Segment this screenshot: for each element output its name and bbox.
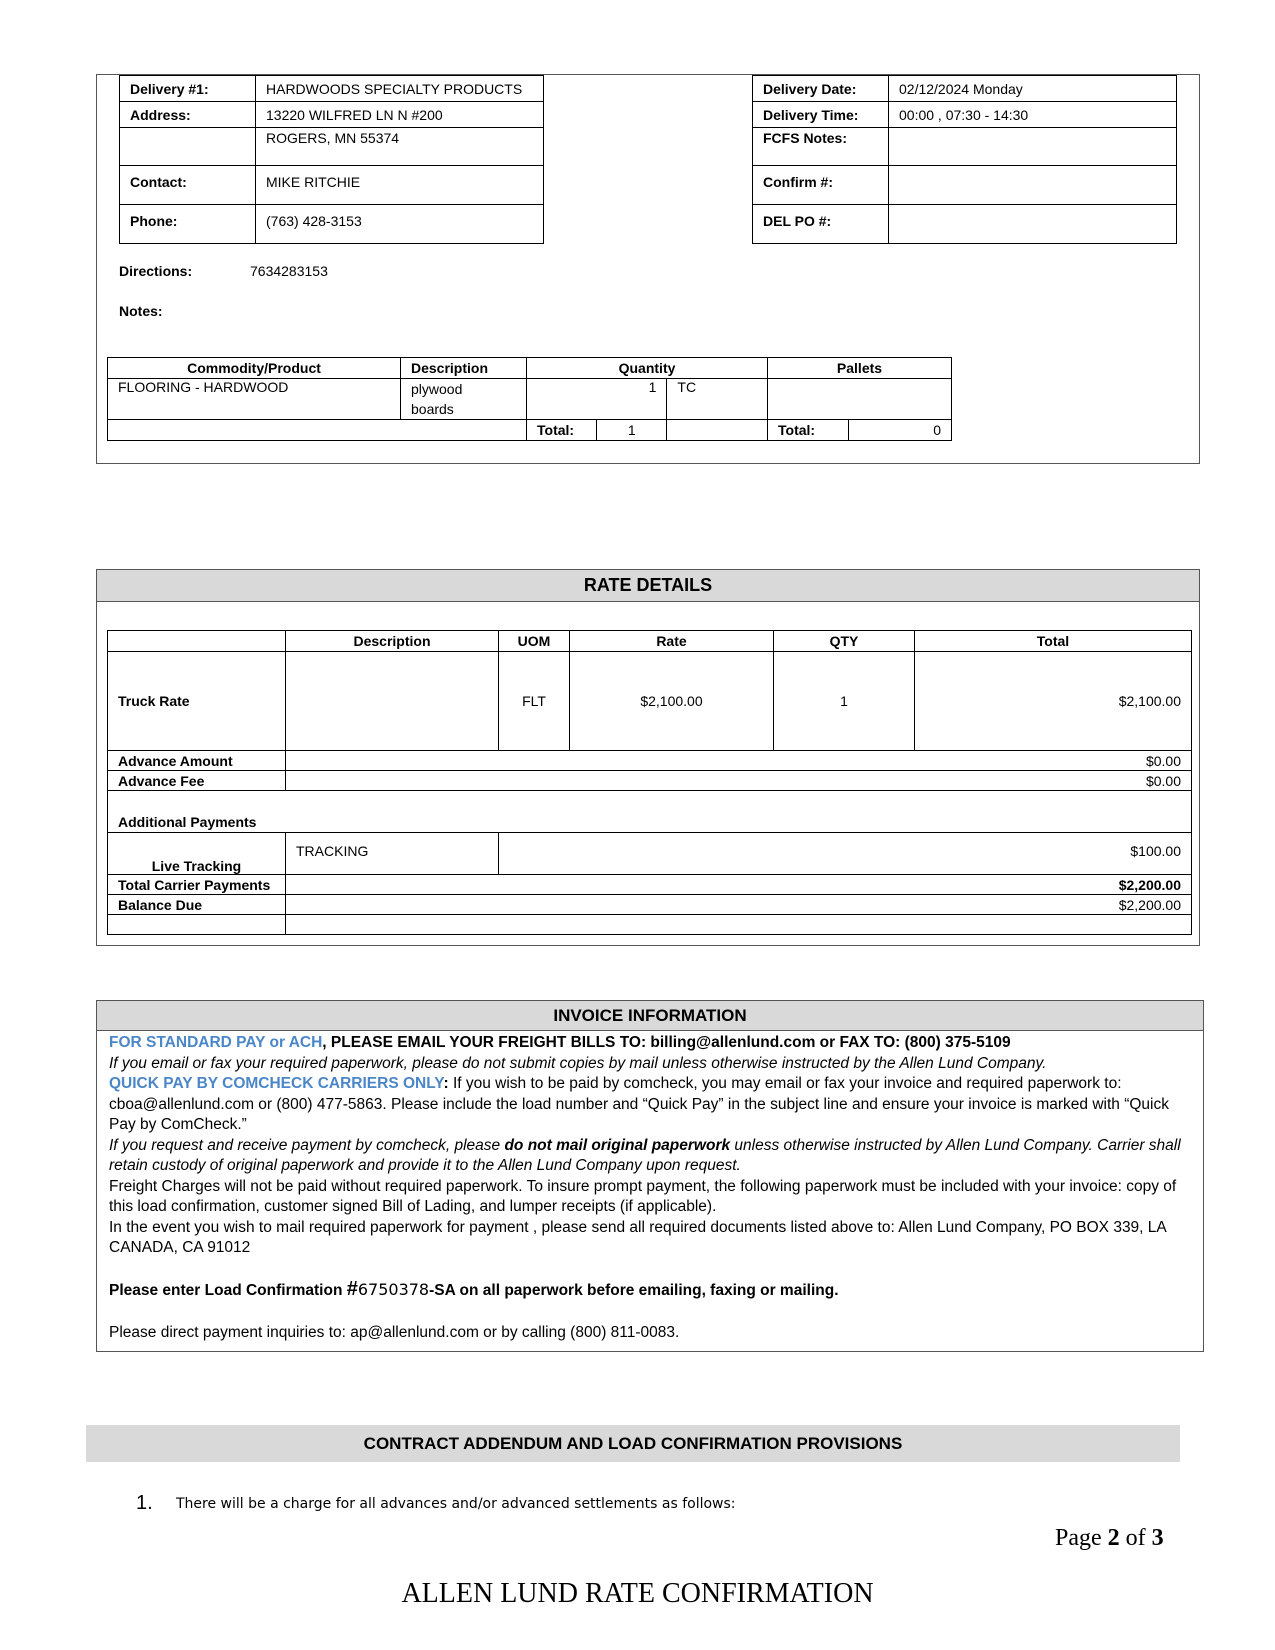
table-row bbox=[108, 833, 1192, 875]
product-cell: FLOORING - HARDWOOD bbox=[108, 379, 401, 420]
address-line2: ROGERS, MN 55374 bbox=[256, 128, 544, 166]
table-row bbox=[108, 915, 1192, 935]
total-carrier-value: $2,200.00 bbox=[286, 875, 1192, 895]
load-confirmation-number: 6750378 bbox=[357, 1279, 430, 1299]
spacer bbox=[109, 1259, 1194, 1279]
quick-pay-heading: QUICK PAY BY COMCHECK CARRIERS ONLY bbox=[109, 1075, 444, 1092]
invoice-section bbox=[96, 1000, 1204, 1352]
description-line1: plywood bbox=[411, 381, 463, 397]
balance-due-label: Balance Due bbox=[108, 895, 286, 915]
delivery-time-value: 00:00 , 07:30 - 14:30 bbox=[889, 102, 1177, 128]
table-row bbox=[108, 420, 952, 441]
truck-rate-qty: 1 bbox=[774, 652, 915, 751]
additional-payments-label: Additional Payments bbox=[108, 791, 1192, 833]
empty-cell bbox=[108, 915, 286, 935]
quick-pay-paragraph bbox=[109, 1074, 1194, 1136]
pallets-cell bbox=[768, 379, 952, 420]
quantity-total-label: Total: bbox=[527, 420, 597, 441]
del-po-value bbox=[889, 205, 1177, 244]
delivery-schedule-table bbox=[752, 75, 1177, 244]
freight-charges-paragraph: Freight Charges will not be paid without required paperwork. To insure prompt payment, the following paperwork must be included with your invoice: copy of this load confirmation, customer signed Bill of Lading, and lumper receipts (if applicable). bbox=[109, 1177, 1177, 1215]
pallets-total-label: Total: bbox=[768, 420, 849, 441]
total-empty-cell bbox=[667, 420, 768, 441]
page-total: 3 bbox=[1151, 1525, 1164, 1551]
contact-label: Contact: bbox=[120, 166, 256, 205]
spacer bbox=[109, 1301, 1194, 1323]
del-po-label: DEL PO #: bbox=[753, 205, 889, 244]
confirm-label: Confirm #: bbox=[753, 166, 889, 205]
pallets-total-value: 0 bbox=[849, 420, 952, 441]
load-confirmation-hash: # bbox=[346, 1277, 358, 1300]
provision-number: 1. bbox=[136, 1492, 153, 1514]
advance-fee-label: Advance Fee bbox=[108, 771, 286, 791]
comcheck-paragraph bbox=[109, 1136, 1194, 1177]
comcheck-text-bold: do not mail original paperwork bbox=[504, 1136, 731, 1154]
rate-description-header: Description bbox=[286, 631, 499, 652]
page-number bbox=[1055, 1525, 1164, 1552]
delivery-section bbox=[96, 74, 1200, 464]
live-tracking-label: Live Tracking bbox=[108, 833, 286, 875]
delivery-time-label: Delivery Time: bbox=[753, 102, 889, 128]
rate-qty-header: QTY bbox=[774, 631, 915, 652]
rate-details-section bbox=[96, 569, 1200, 946]
rate-details-title: RATE DETAILS bbox=[97, 570, 1199, 602]
standard-pay-instructions: , PLEASE EMAIL YOUR FREIGHT BILLS TO: billing@allenlund.com or FAX TO: (800) 375-5109 bbox=[322, 1034, 1011, 1051]
delivery-date-label: Delivery Date: bbox=[753, 76, 889, 102]
invoice-body bbox=[109, 1033, 1194, 1344]
truck-rate-description bbox=[286, 652, 499, 751]
balance-due-value: $2,200.00 bbox=[286, 895, 1192, 915]
fcfs-notes-label: FCFS Notes: bbox=[753, 128, 889, 166]
truck-rate-label: Truck Rate bbox=[108, 652, 286, 751]
empty-cell bbox=[286, 915, 1192, 935]
footer-title: ALLEN LUND RATE CONFIRMATION bbox=[401, 1578, 874, 1609]
table-row bbox=[108, 652, 1192, 751]
delivery-label: Delivery #1: bbox=[120, 76, 256, 102]
rate-table bbox=[107, 630, 1192, 935]
invoice-title: INVOICE INFORMATION bbox=[97, 1001, 1203, 1031]
provision-text: There will be a charge for all advances and/or advanced settlements as follows: bbox=[176, 1496, 736, 1512]
table-row bbox=[108, 771, 1192, 791]
advance-amount-value: $0.00 bbox=[286, 751, 1192, 771]
comcheck-text-a: If you request and receive payment by comcheck, please bbox=[109, 1136, 505, 1154]
table-row bbox=[108, 379, 952, 420]
quantity-header: Quantity bbox=[527, 358, 768, 379]
directions-value: 7634283153 bbox=[250, 263, 328, 279]
quick-pay-colon: : bbox=[443, 1075, 449, 1092]
page-current: 2 bbox=[1107, 1525, 1120, 1551]
delivery-value: HARDWOODS SPECIALTY PRODUCTS bbox=[256, 76, 544, 102]
load-confirmation-line bbox=[109, 1279, 1194, 1302]
quantity-cell: 1 bbox=[527, 379, 667, 420]
notes-label: Notes: bbox=[119, 303, 163, 319]
payment-inquiries-line: Please direct payment inquiries to: ap@allenlund.com or by calling (800) 811-0083. bbox=[109, 1324, 680, 1341]
mail-address-paragraph: In the event you wish to mail required paperwork for payment , please send all required documents listed above to: Allen Lund Company, PO BOX 339, LA CANADA, CA 91012 bbox=[109, 1218, 1166, 1256]
comcheck-text-c: unless otherwise instructed by Allen Lund Company. Carrier shall retain custody of original paperwork and provide it to the Allen Lund Company upon request. bbox=[109, 1136, 1181, 1174]
address-label: Address: bbox=[120, 102, 256, 128]
fcfs-notes-value bbox=[889, 128, 1177, 166]
advance-fee-value: $0.00 bbox=[286, 771, 1192, 791]
address-line1: 13220 WILFRED LN N #200 bbox=[256, 102, 544, 128]
mail-copies-note: If you email or fax your required paperwork, please do not submit copies by mail unless otherwise instructed by the Allen Lund Company. bbox=[109, 1054, 1047, 1072]
commodity-header: Commodity/Product bbox=[108, 358, 401, 379]
unit-cell: TC bbox=[667, 379, 768, 420]
address-label-empty bbox=[120, 128, 256, 166]
product-description-cell bbox=[401, 379, 527, 420]
table-row bbox=[108, 791, 1192, 833]
quick-pay-instructions: If you wish to be paid by comcheck, you may email or fax your invoice and required paperwork to: cboa@allenlund.com or (800) 477-5863. Please include the load number and “Quick Pay” in the subject line and ensure your invoice is marked with “Quick Pay by ComCheck.” bbox=[109, 1075, 1169, 1133]
contact-value: MIKE RITCHIE bbox=[256, 166, 544, 205]
phone-value: (763) 428-3153 bbox=[256, 205, 544, 244]
standard-pay-line bbox=[109, 1033, 1194, 1054]
addendum-title: CONTRACT ADDENDUM AND LOAD CONFIRMATION PROVISIONS bbox=[86, 1425, 1180, 1462]
load-confirmation-text-b: -SA on all paperwork before emailing, faxing or mailing. bbox=[429, 1281, 839, 1299]
page-of: of bbox=[1119, 1525, 1152, 1551]
table-row bbox=[108, 875, 1192, 895]
table-row bbox=[108, 895, 1192, 915]
rate-uom-header: UOM bbox=[499, 631, 570, 652]
standard-pay-heading: FOR STANDARD PAY or ACH bbox=[109, 1034, 323, 1051]
confirm-value bbox=[889, 166, 1177, 205]
directions-label: Directions: bbox=[119, 263, 193, 279]
load-confirmation-text-a: Please enter Load Confirmation bbox=[109, 1281, 347, 1299]
truck-rate-rate: $2,100.00 bbox=[570, 652, 774, 751]
page-prefix: Page bbox=[1055, 1525, 1108, 1551]
pallets-header: Pallets bbox=[768, 358, 952, 379]
rate-rate-header: Rate bbox=[570, 631, 774, 652]
truck-rate-total: $2,100.00 bbox=[915, 652, 1192, 751]
phone-label: Phone: bbox=[120, 205, 256, 244]
rate-total-header: Total bbox=[915, 631, 1192, 652]
delivery-date-value: 02/12/2024 Monday bbox=[889, 76, 1177, 102]
delivery-info-table bbox=[119, 75, 544, 244]
live-tracking-description: TRACKING bbox=[286, 833, 499, 875]
live-tracking-value: $100.00 bbox=[499, 833, 1192, 875]
description-line2: boards bbox=[411, 401, 454, 417]
total-carrier-label: Total Carrier Payments bbox=[108, 875, 286, 895]
quantity-total-value: 1 bbox=[597, 420, 667, 441]
description-header: Description bbox=[401, 358, 527, 379]
truck-rate-uom: FLT bbox=[499, 652, 570, 751]
advance-amount-label: Advance Amount bbox=[108, 751, 286, 771]
total-spacer bbox=[108, 420, 527, 441]
rate-row-label-header bbox=[108, 631, 286, 652]
commodity-table bbox=[107, 357, 952, 441]
table-row bbox=[108, 751, 1192, 771]
